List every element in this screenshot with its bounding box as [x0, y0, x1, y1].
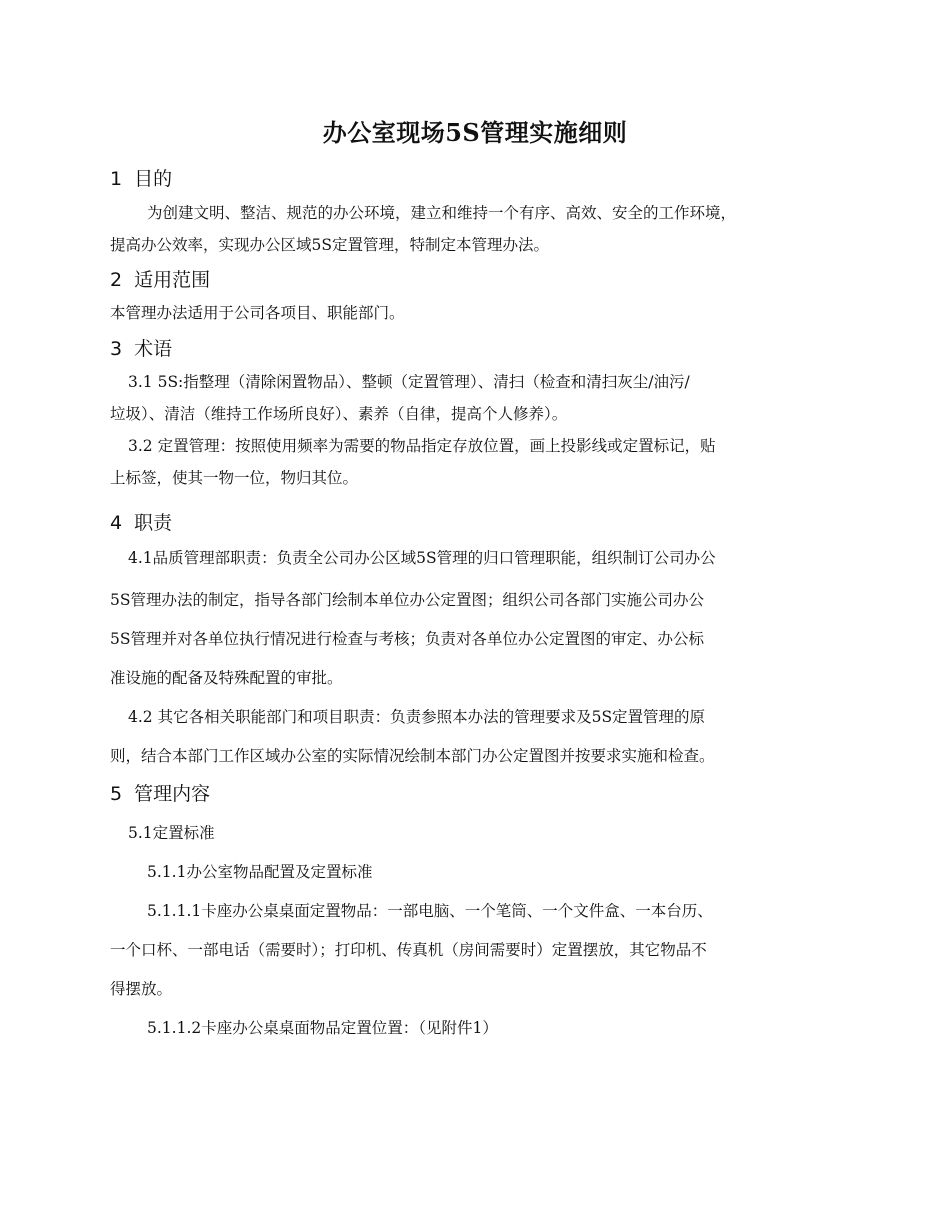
section-5-line-4: 一个口杯、一部电话（需要时）；打印机、传真机（房间需要时）定置摆放，其它物品不: [110, 941, 707, 959]
section-1-line-1: 为创建文明、整洁、规范的办公环境，建立和维持一个有序、高效、安全的工作环境，: [147, 204, 737, 222]
section-4-line-5: 4.2 其它各相关职能部门和项目职责：负责参照本办法的管理要求及5S定置管理的原: [128, 708, 706, 726]
section-number: 5: [110, 783, 123, 805]
section-4-line-1: 4.1品质管理部职责：负责全公司办公区域5S管理的归口管理职能，组织制订公司办公: [128, 549, 716, 567]
section-3-line-3: 3.2 定置管理：按照使用频率为需要的物品指定存放位置，画上投影线或定置标记，贴: [128, 437, 716, 455]
section-4-line-6: 则，结合本部门工作区域办公室的实际情况绘制本部门办公定置图并按要求实施和检查。: [110, 747, 715, 765]
section-heading-text: 适用范围: [134, 269, 211, 291]
section-3-line-1: 3.1 5S:指整理（清除闲置物品）、整顿（定置管理）、清扫（检查和清扫灰尘/油污/: [128, 373, 690, 391]
section-4-heading: [110, 508, 172, 535]
section-heading-text: 管理内容: [134, 783, 211, 805]
section-3-line-4: 上标签，使其一物一位，物归其位。: [110, 469, 359, 487]
section-heading-text: 目的: [134, 168, 173, 190]
section-4-line-2: 5S管理办法的制定，指导各部门绘制本单位办公定置图；组织公司各部门实施公司办公: [110, 591, 704, 609]
section-number: 3: [110, 338, 123, 360]
section-2-heading: [110, 265, 210, 292]
section-heading-text: 术语: [134, 338, 173, 360]
section-2-line-1: 本管理办法适用于公司各项目、职能部门。: [110, 304, 405, 322]
section-number: 2: [110, 269, 123, 291]
document-title: 办公室现场5S管理实施细则: [322, 118, 628, 147]
section-heading-text: 职责: [134, 512, 173, 534]
section-5-line-3: 5.1.1.1卡座办公桌桌面定置物品：一部电脑、一个笔筒、一个文件盒、一本台历、: [147, 902, 713, 920]
section-5-line-2: 5.1.1办公室物品配置及定置标准: [147, 863, 373, 881]
section-5-line-5: 得摆放。: [110, 980, 173, 998]
section-1-line-2: 提高办公效率，实现办公区域5S定置管理，特制定本管理办法。: [110, 236, 549, 254]
section-5-line-1: 5.1定置标准: [128, 824, 215, 842]
section-number: 1: [110, 168, 123, 190]
section-number: 4: [110, 512, 123, 534]
section-3-heading: [110, 334, 172, 361]
section-5-heading: [110, 779, 210, 806]
section-3-line-2: 垃圾）、清洁（维持工作场所良好）、素养（自律，提高个人修养）。: [110, 405, 568, 423]
section-5-line-6: 5.1.1.2卡座办公桌桌面物品定置位置：（见附件1）: [147, 1019, 498, 1037]
section-4-line-4: 准设施的配备及特殊配置的审批。: [110, 669, 343, 687]
section-4-line-3: 5S管理并对各单位执行情况进行检查与考核；负责对各单位办公定置图的审定、办公标: [110, 630, 704, 648]
section-1-heading: [110, 164, 172, 191]
